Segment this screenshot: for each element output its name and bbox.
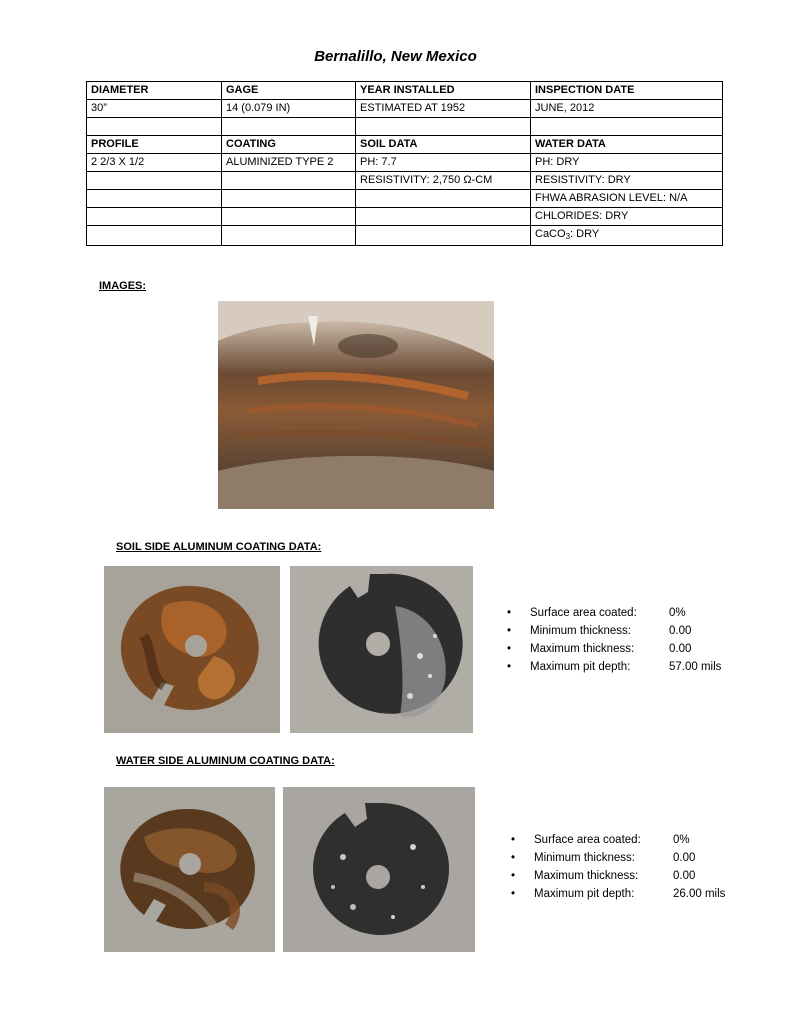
cell-year-installed: ESTIMATED AT 1952 — [356, 100, 531, 118]
bullet-dot: • — [511, 834, 516, 846]
caco3-subscript: 3 — [565, 232, 571, 241]
table-row — [87, 136, 723, 154]
soil-side-coupon-photo-rusted — [104, 566, 280, 733]
data-label: Maximum pit depth: — [534, 888, 635, 900]
header-water-data: WATER DATA — [531, 136, 723, 154]
empty-cell — [222, 226, 356, 246]
data-value: 0% — [673, 834, 690, 846]
culvert-photo — [218, 301, 494, 509]
table-row — [87, 118, 723, 136]
bullet-dot: • — [507, 625, 512, 637]
empty-cell — [222, 118, 356, 136]
cell-diameter: 30” — [87, 100, 222, 118]
cell-fhwa-abrasion: FHWA ABRASION LEVEL: N/A — [531, 190, 723, 208]
water-side-coupon-photo-rusted — [104, 787, 275, 952]
table-row — [87, 154, 723, 172]
header-coating: COATING — [222, 136, 356, 154]
header-profile: PROFILE — [87, 136, 222, 154]
data-label: Maximum pit depth: — [530, 661, 631, 673]
data-label: Maximum thickness: — [534, 870, 639, 882]
data-label: Maximum thickness: — [530, 643, 635, 655]
empty-cell — [356, 226, 531, 246]
caco3-suffix: : DRY — [570, 228, 600, 240]
empty-cell — [87, 226, 222, 246]
cell-gage: 14 (0.079 IN) — [222, 100, 356, 118]
empty-cell — [222, 208, 356, 226]
header-inspection-date: INSPECTION DATE — [531, 82, 723, 100]
water-side-heading: WATER SIDE ALUMINUM COATING DATA: — [116, 755, 335, 767]
empty-cell — [87, 208, 222, 226]
data-value: 0% — [669, 607, 686, 619]
data-value: 26.00 mils — [673, 888, 726, 900]
soil-side-coupon-photo-cleaned — [290, 566, 473, 733]
bullet-dot: • — [511, 888, 516, 900]
empty-cell — [356, 190, 531, 208]
data-label: Surface area coated: — [530, 607, 637, 619]
header-gage: GAGE — [222, 82, 356, 100]
soil-side-heading: SOIL SIDE ALUMINUM COATING DATA: — [116, 541, 322, 553]
header-soil-data: SOIL DATA — [356, 136, 531, 154]
table-row — [87, 208, 723, 226]
data-label: Surface area coated: — [534, 834, 641, 846]
bullet-dot: • — [507, 607, 512, 619]
cell-chlorides: CHLORIDES: DRY — [531, 208, 723, 226]
bullet-dot: • — [507, 643, 512, 655]
cell-profile: 2 2/3 X 1/2 — [87, 154, 222, 172]
cell-inspection-date: JUNE, 2012 — [531, 100, 723, 118]
empty-cell — [531, 118, 723, 136]
header-year-installed: YEAR INSTALLED — [356, 82, 531, 100]
cell-water-resistivity: RESISTIVITY: DRY — [531, 172, 723, 190]
data-label: Minimum thickness: — [534, 852, 635, 864]
data-label: Minimum thickness: — [530, 625, 631, 637]
cell-soil-resistivity: RESISTIVITY: 2,750 Ω-CM — [356, 172, 531, 190]
cell-caco3 — [531, 226, 723, 246]
table-row — [87, 172, 723, 190]
images-label: IMAGES: — [99, 280, 147, 292]
data-value: 0.00 — [673, 870, 696, 882]
empty-cell — [222, 172, 356, 190]
table-row — [87, 100, 723, 118]
empty-cell — [87, 118, 222, 136]
empty-cell — [356, 208, 531, 226]
page-title: Bernalillo, New Mexico — [314, 48, 477, 65]
empty-cell — [87, 172, 222, 190]
bullet-dot: • — [507, 661, 512, 673]
header-diameter: DIAMETER — [87, 82, 222, 100]
table-row — [87, 190, 723, 208]
water-side-coupon-photo-cleaned — [283, 787, 475, 952]
empty-cell — [87, 190, 222, 208]
empty-cell — [356, 118, 531, 136]
culvert-info-table — [86, 81, 723, 246]
data-value: 0.00 — [669, 625, 692, 637]
empty-cell — [222, 190, 356, 208]
data-value: 0.00 — [673, 852, 696, 864]
cell-soil-ph: PH: 7.7 — [356, 154, 531, 172]
cell-water-ph: PH: DRY — [531, 154, 723, 172]
cell-coating: ALUMINIZED TYPE 2 — [222, 154, 356, 172]
data-value: 0.00 — [669, 643, 692, 655]
bullet-dot: • — [511, 870, 516, 882]
caco3-prefix: CaCO — [535, 228, 566, 240]
data-value: 57.00 mils — [669, 661, 722, 673]
table-row — [87, 226, 723, 246]
bullet-dot: • — [511, 852, 516, 864]
table-row — [87, 82, 723, 100]
